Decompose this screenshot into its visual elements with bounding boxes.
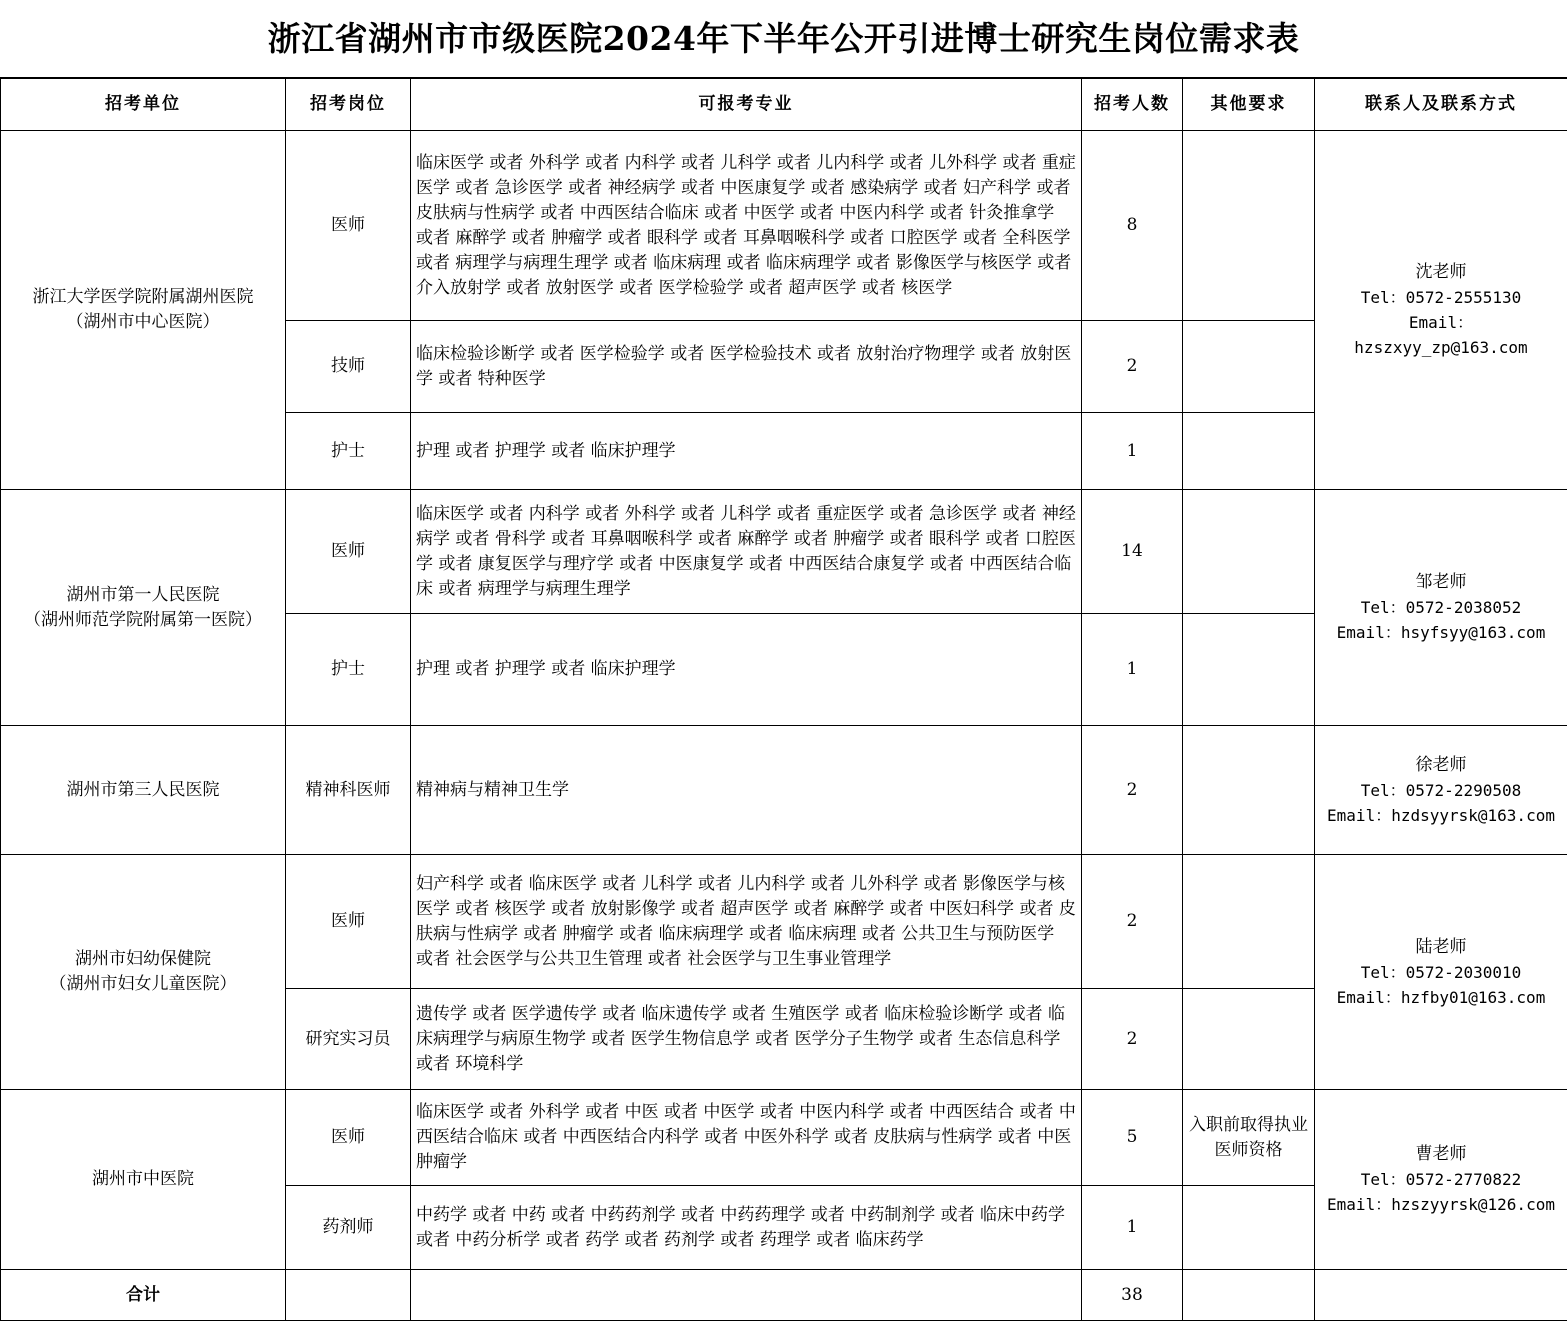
count-cell: 2: [1082, 726, 1183, 855]
contact-tel: Tel：0572-2555130: [1360, 288, 1522, 307]
unit-alias: （湖州市中心医院）: [66, 312, 220, 332]
contact-email-label: Email：: [1327, 1195, 1392, 1214]
other-cell: 入职前取得执业医师资格: [1183, 1090, 1315, 1186]
empty-cell: [411, 1270, 1082, 1321]
post-cell: 药剂师: [286, 1186, 411, 1270]
post-cell: 精神科医师: [286, 726, 411, 855]
recruitment-table: [0, 78, 1567, 1321]
other-cell: [1183, 855, 1315, 989]
other-cell: [1183, 413, 1315, 490]
major-cell: 临床医学 或者 外科学 或者 中医 或者 中医学 或者 中医内科学 或者 中西医结合 或者 中西医结合临床 或者 中西医结合内科学 或者 中医外科学 或者 皮肤病与性病学 或者 中医肿瘤学: [411, 1090, 1082, 1186]
contact-email-address: hzszyyrsk@126.com: [1391, 1195, 1555, 1214]
major-cell: 护理 或者 护理学 或者 临床护理学: [411, 614, 1082, 726]
total-row: [1, 1270, 1567, 1321]
contact-name: 徐老师: [1415, 754, 1467, 775]
contact-email-label: Email：: [1336, 987, 1401, 1007]
header-post: 招考岗位: [286, 79, 411, 131]
major-cell: 妇产科学 或者 临床医学 或者 儿科学 或者 儿内科学 或者 儿外科学 或者 影像医学与核医学 或者 核医学 或者 放射影像学 或者 超声医学 或者 麻醉学 或者 中医妇科学 或者 皮肤病与性病学 或者 肿瘤学 或者 临床病理学 或者 临床病理 或者 公共卫生与预防医学 或者 社会医学与公共卫生管理 或者 社会医学与卫生事业管理学: [411, 855, 1082, 989]
contact-email-address: hsyfsyy@163.com: [1400, 623, 1546, 642]
table-row: [1, 855, 1567, 989]
major-cell: 护理 或者 护理学 或者 临床护理学: [411, 413, 1082, 490]
header-count: 招考人数: [1082, 79, 1183, 131]
contact-name: 曹老师: [1415, 1144, 1467, 1164]
empty-cell: [1183, 1270, 1315, 1321]
page-title: 浙江省湖州市市级医院2024年下半年公开引进博士研究生岗位需求表: [0, 0, 1567, 78]
major-cell: 临床医学 或者 外科学 或者 内科学 或者 儿科学 或者 儿内科学 或者 儿外科学 或者 重症医学 或者 急诊医学 或者 神经病学 或者 中医康复学 或者 感染病学 或者 妇产科学 或者 皮肤病与性病学 或者 中西医结合临床 或者 中医学 或者 中医内科学 或者 针灸推拿学 或者 麻醉学 或者 肿瘤学 或者 眼科学 或者 耳鼻咽喉科学 或者 口腔医学 或者 全科医学 或者 病理学与病理生理学 或者 临床病理 或者 临床病理学 或者 影像医学与核医学 或者 介入放射学 或者 放射医学 或者 医学检验学 或者 超声医学 或者 核医学: [411, 131, 1082, 321]
count-cell: 2: [1082, 989, 1183, 1090]
post-cell: 护士: [286, 614, 411, 726]
count-cell: 1: [1082, 413, 1183, 490]
contact-tel: Tel：0572-2770822: [1360, 1170, 1522, 1189]
contact-cell: [1315, 131, 1567, 490]
other-cell: [1183, 614, 1315, 726]
unit-cell: [1, 490, 286, 726]
contact-name: 陆老师: [1415, 936, 1467, 957]
count-cell: 1: [1082, 1186, 1183, 1270]
major-cell: 临床检验诊断学 或者 医学检验学 或者 医学检验技术 或者 放射治疗物理学 或者 放射医学 或者 特种医学: [411, 321, 1082, 413]
unit-name: 浙江大学医学院附属湖州医院: [32, 287, 254, 307]
table-row: [1, 131, 1567, 321]
contact-name: 沈老师: [1415, 262, 1467, 282]
contact-email-label: Email：: [1327, 805, 1392, 825]
unit-cell: [1, 1090, 286, 1270]
contact-email: [1320, 620, 1562, 645]
total-label: 合计: [1, 1270, 286, 1321]
contact-cell: [1315, 490, 1567, 726]
contact-tel: Tel：0572-2030010: [1360, 962, 1522, 982]
empty-cell: [286, 1270, 411, 1321]
empty-cell: [1315, 1270, 1567, 1321]
unit-alias: （湖州市妇女儿童医院）: [49, 974, 237, 994]
contact-cell: [1315, 1090, 1567, 1270]
contact-email-label: Email：: [1408, 313, 1474, 332]
post-cell: 医师: [286, 490, 411, 614]
count-cell: 14: [1082, 490, 1183, 614]
count-cell: 5: [1082, 1090, 1183, 1186]
other-cell: [1183, 131, 1315, 321]
table-row: [1, 1090, 1567, 1186]
contact-email-address: hzdsyyrsk@163.com: [1391, 805, 1555, 825]
contact-cell: [1315, 726, 1567, 855]
count-cell: 2: [1082, 855, 1183, 989]
other-cell: [1183, 321, 1315, 413]
table-row: [1, 490, 1567, 614]
contact-tel: Tel：0572-2038052: [1360, 598, 1522, 617]
unit-name: 湖州市第一人民医院: [66, 584, 220, 605]
post-cell: 技师: [286, 321, 411, 413]
major-cell: 精神病与精神卫生学: [411, 726, 1082, 855]
header-contact: 联系人及联系方式: [1315, 79, 1567, 131]
post-cell: 医师: [286, 1090, 411, 1186]
count-cell: 2: [1082, 321, 1183, 413]
header-other: 其他要求: [1183, 79, 1315, 131]
contact-cell: [1315, 855, 1567, 1090]
other-cell: [1183, 1186, 1315, 1270]
contact-email: [1320, 803, 1562, 828]
unit-cell: [1, 726, 286, 855]
unit-name: 湖州市中医院: [92, 1169, 194, 1189]
contact-tel: Tel：0572-2290508: [1360, 780, 1522, 800]
post-cell: 医师: [286, 131, 411, 321]
total-count: 38: [1082, 1270, 1183, 1321]
contact-email-address: hzfby01@163.com: [1400, 987, 1546, 1007]
other-cell: [1183, 989, 1315, 1090]
contact-email: [1320, 1192, 1562, 1217]
unit-cell: [1, 131, 286, 490]
count-cell: 8: [1082, 131, 1183, 321]
major-cell: 中药学 或者 中药 或者 中药药剂学 或者 中药药理学 或者 中药制剂学 或者 临床中药学 或者 中药分析学 或者 药学 或者 药剂学 或者 药理学 或者 临床药学: [411, 1186, 1082, 1270]
header-major: 可报考专业: [411, 79, 1082, 131]
header-unit: 招考单位: [1, 79, 286, 131]
other-cell: [1183, 726, 1315, 855]
post-cell: 医师: [286, 855, 411, 989]
unit-name: 湖州市妇幼保健院: [75, 949, 211, 969]
contact-email: hzszxyy_zp@163.com: [1354, 338, 1528, 357]
post-cell: 研究实习员: [286, 989, 411, 1090]
contact-email: [1320, 985, 1562, 1010]
contact-email-label: Email：: [1336, 623, 1401, 642]
unit-name: 湖州市第三人民医院: [66, 779, 220, 800]
post-cell: 护士: [286, 413, 411, 490]
other-cell: [1183, 490, 1315, 614]
major-cell: 临床医学 或者 内科学 或者 外科学 或者 儿科学 或者 重症医学 或者 急诊医学 或者 神经病学 或者 骨科学 或者 耳鼻咽喉科学 或者 麻醉学 或者 肿瘤学 或者 眼科学 或者 口腔医学 或者 康复医学与理疗学 或者 中医康复学 或者 中西医结合康复学 或者 中西医结合临床 或者 病理学与病理生理学: [411, 490, 1082, 614]
unit-cell: [1, 855, 286, 1090]
table-row: [1, 726, 1567, 855]
major-cell: 遗传学 或者 医学遗传学 或者 临床遗传学 或者 生殖医学 或者 临床检验诊断学 或者 临床病理学与病原生物学 或者 医学生物信息学 或者 医学分子生物学 或者 生态信息科学 或者 环境科学: [411, 989, 1082, 1090]
unit-alias: （湖州师范学院附属第一医院）: [24, 609, 262, 630]
count-cell: 1: [1082, 614, 1183, 726]
contact-name: 邹老师: [1415, 572, 1467, 592]
header-row: [1, 79, 1567, 131]
